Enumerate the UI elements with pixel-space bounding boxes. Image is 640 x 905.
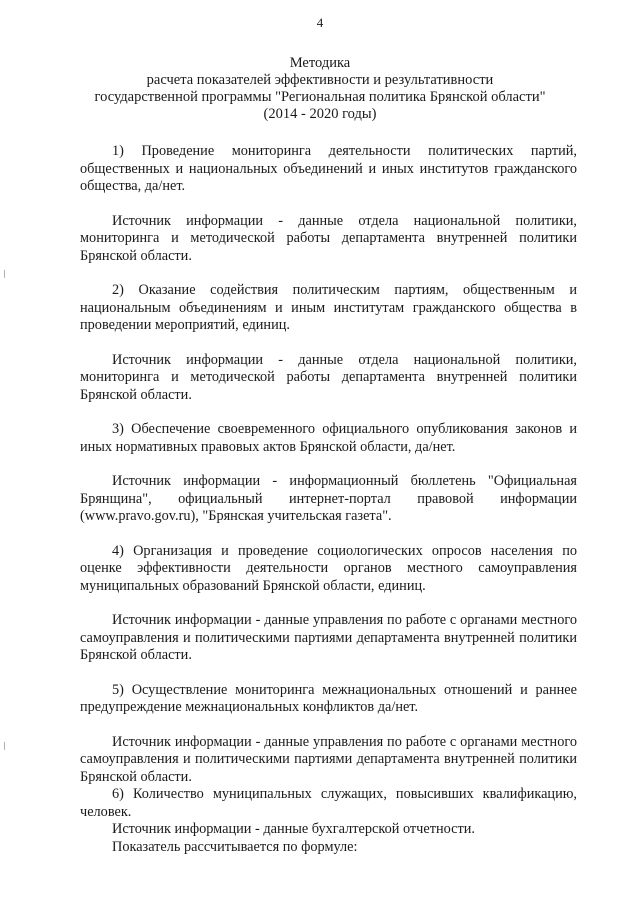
source-6: Источник информации - данные бухгалтерской отчетности.: [112, 821, 475, 837]
indicator-1: 1) Проведение мониторинга деятельности политических партий, общественных и национальных объединений и иных институтов гражданского общества, да/нет.: [80, 143, 577, 194]
document-title: [60, 55, 580, 123]
page-number: 4: [316, 15, 324, 30]
title-line: расчета показателей эффективности и результативности: [146, 72, 494, 88]
indicator-6: 6) Количество муниципальных служащих, повысивших квалификацию, человек.: [80, 786, 577, 820]
title-line: государственной программы "Региональная политика Брянской области": [94, 89, 546, 105]
formula-intro: Показатель рассчитывается по формуле:: [112, 838, 358, 855]
margin-mark: [4, 270, 5, 278]
document-body: [80, 143, 577, 856]
source-5: Источник информации - данные управления по работе с органами местного самоуправления и политическими партиями департамента внутренней политики Брянской области.: [80, 733, 577, 785]
title-line: (2014 - 2020 годы): [263, 106, 377, 122]
source-3: Источник информации - информационный бюллетень "Официальная Брянщина", официальный интернет-портал правовой информации (www.pravo.gov.ru), "Брянская учительская газета".: [80, 473, 577, 524]
source-1: Источник информации - данные отдела национальной политики, мониторинга и методической работы департамента внутренней политики Брянской области.: [80, 212, 577, 264]
margin-mark: [4, 742, 5, 750]
indicator-3: 3) Обеспечение своевременного официального опубликования законов и иных нормативных правовых актов Брянской области, да/нет.: [80, 421, 577, 455]
indicator-5: 5) Осуществление мониторинга межнациональных отношений и раннее предупреждение межнациональных конфликтов да/нет.: [80, 681, 577, 715]
indicator-2: 2) Оказание содействия политическим партиям, общественным и национальным объединениям и иным институтам гражданского общества в проведении мероприятий, единиц.: [80, 282, 577, 333]
indicator-4: 4) Организация и проведение социологических опросов населения по оценке эффективности деятельности органов местного самоуправления муниципальных образований Брянской области, единиц.: [80, 542, 577, 594]
title-line: Методика: [289, 55, 351, 71]
source-2: Источник информации - данные отдела национальной политики, мониторинга и методической работы департамента внутренней политики Брянской области.: [80, 351, 577, 403]
source-4: Источник информации - данные управления по работе с органами местного самоуправления и политическими партиями департамента внутренней политики Брянской области.: [80, 612, 577, 663]
